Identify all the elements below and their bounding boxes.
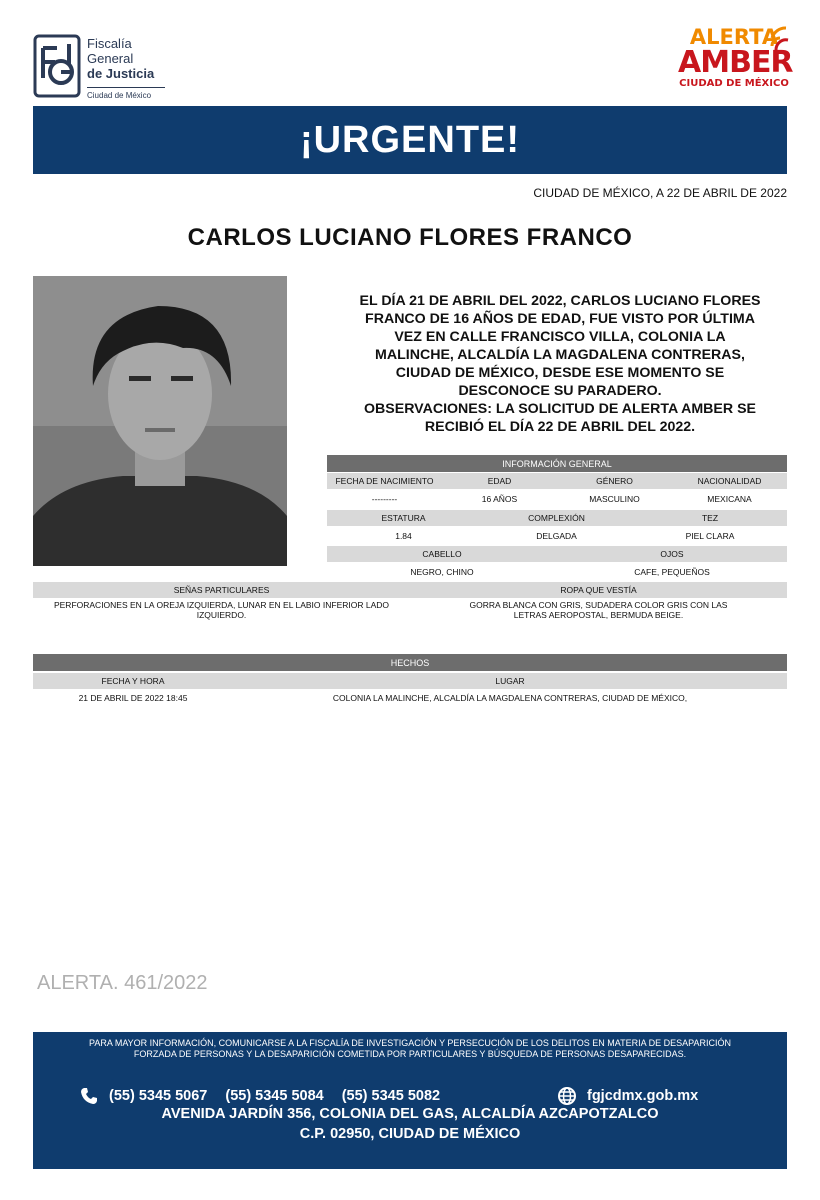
amber-logo-line-3: CIUDAD DE MÉXICO <box>679 78 789 89</box>
missing-person-name: CARLOS LUCIANO FLORES FRANCO <box>187 224 633 251</box>
label-date-time: FECHA Y HORA <box>101 676 165 686</box>
features-values-row <box>33 600 787 622</box>
fgj-name <box>87 36 165 101</box>
phone-icon <box>79 1086 99 1106</box>
description-line: OBSERVACIONES: LA SOLICITUD DE ALERTA AMBER SE <box>363 401 756 417</box>
label-place: LUGAR <box>495 676 525 686</box>
case-description <box>330 292 790 436</box>
urgent-banner: ¡URGENTE! <box>33 106 787 174</box>
label-age: EDAD <box>487 476 512 486</box>
address-line-1: AVENIDA JARDÍN 356, COLONIA DEL GAS, ALCALDÍA AZCAPOTZALCO <box>161 1106 659 1122</box>
value-age: 16 AÑOS <box>481 494 518 504</box>
signal-waves-icon <box>768 26 790 52</box>
alert-number: ALERTA. 461/2022 <box>37 972 208 994</box>
fgj-line-2: General <box>87 51 134 66</box>
value-eyes: CAFE, PEQUEÑOS <box>634 567 710 577</box>
amber-logo-line-1: ALERTA <box>689 25 779 49</box>
general-info-values-row-2 <box>327 528 787 544</box>
description-line: MALINCHE, ALCALDÍA LA MAGDALENA CONTRERAS, <box>375 347 745 363</box>
general-info-values-row-1 <box>327 491 787 507</box>
value-clothing: GORRA BLANCA CON GRIS, SUDADERA COLOR GRIS CON LAS LETRAS AEROPOSTAL, BERMUDA BEIGE. <box>469 600 728 620</box>
value-build: DELGADA <box>536 531 577 541</box>
contact-footer <box>33 1032 787 1169</box>
facts-header <box>33 654 787 671</box>
fgj-line-1: Fiscalía <box>87 36 132 51</box>
phone-number[interactable]: (55) 5345 5067 <box>109 1088 208 1104</box>
facts-values-row <box>33 691 787 705</box>
label-nationality: NACIONALIDAD <box>697 476 762 486</box>
footer-info <box>53 1038 767 1060</box>
value-birthdate: --------- <box>371 494 398 504</box>
value-place: COLONIA LA MALINCHE, ALCALDÍA LA MAGDALENA CONTRERAS, CIUDAD DE MÉXICO, <box>332 693 688 703</box>
phone-numbers <box>79 1086 458 1106</box>
website-link[interactable]: fgjcdmx.gob.mx <box>587 1088 699 1104</box>
general-info-header <box>327 455 787 472</box>
description-line: EL DÍA 21 DE ABRIL DEL 2022, CARLOS LUCIANO FLORES <box>359 293 761 309</box>
fgj-line-3: de Justicia <box>87 66 155 81</box>
fgj-emblem-icon <box>33 34 81 98</box>
facts-labels-row <box>33 673 787 689</box>
phone-number[interactable]: (55) 5345 5082 <box>341 1088 441 1104</box>
label-gender: GÉNERO <box>596 476 633 486</box>
issue-date: CIUDAD DE MÉXICO, A 22 DE ABRIL DE 2022 <box>533 186 787 200</box>
description-line: RECIBIÓ EL DÍA 22 DE ABRIL DEL 2022. <box>424 419 696 435</box>
label-birthdate: FECHA DE NACIMIENTO <box>335 476 434 486</box>
general-info-values-row-3 <box>327 564 787 580</box>
facts-title: HECHOS <box>390 657 430 668</box>
value-height: 1.84 <box>395 531 412 541</box>
fgj-line-4: Ciudad de México <box>87 87 165 101</box>
general-info-labels-row-1 <box>327 473 787 489</box>
person-silhouette-icon <box>33 276 287 566</box>
label-clothing: ROPA QUE VESTÍA <box>560 585 637 595</box>
description-line: FRANCO DE 16 AÑOS DE EDAD, FUE VISTO POR ÚLTIMA <box>365 311 755 327</box>
general-info-labels-row-3 <box>327 546 787 562</box>
general-info-title: INFORMACIÓN GENERAL <box>502 458 612 469</box>
amber-logo-line-2: AMBER <box>678 45 793 80</box>
value-gender: MASCULINO <box>589 494 640 504</box>
globe-icon <box>557 1086 577 1106</box>
footer-info-line-2: FORZADA DE PERSONAS Y LA DESAPARICIÓN COMETIDA POR PARTICULARES Y BÚSQUEDA DE PERSONAS DESAPARECIDAS. <box>133 1049 687 1059</box>
features-labels-row <box>33 582 787 598</box>
website <box>557 1086 698 1106</box>
person-photo <box>33 276 287 566</box>
value-distinguishing-marks: PERFORACIONES EN LA OREJA IZQUIERDA, LUNAR EN EL LABIO INFERIOR LADO IZQUIERDO. <box>53 600 390 620</box>
description-line: CIUDAD DE MÉXICO, DESDE ESE MOMENTO SE <box>395 365 725 381</box>
footer-info-line-1: PARA MAYOR INFORMACIÓN, COMUNICARSE A LA FISCALÍA DE INVESTIGACIÓN Y PERSECUCIÓN DE LOS DELITOS EN MATERIA DE DESAPARICIÓN <box>89 1038 731 1048</box>
general-info-labels-row-2 <box>327 510 787 526</box>
label-eyes: OJOS <box>660 549 684 559</box>
value-complexion: PIEL CLARA <box>685 531 735 541</box>
label-complexion: TEZ <box>701 513 719 523</box>
label-height: ESTATURA <box>381 513 426 523</box>
fgj-logo <box>33 34 168 100</box>
address-line-2: C.P. 02950, CIUDAD DE MÉXICO <box>299 1126 521 1142</box>
value-hair: NEGRO, CHINO <box>410 567 474 577</box>
label-hair: CABELLO <box>422 549 462 559</box>
value-nationality: MEXICANA <box>707 494 752 504</box>
alerta-amber-logo <box>678 25 793 102</box>
description-line: DESCONOCE SU PARADERO. <box>458 383 662 399</box>
phone-number[interactable]: (55) 5345 5084 <box>225 1088 324 1104</box>
label-distinguishing-marks: SEÑAS PARTICULARES <box>173 585 270 595</box>
description-line: VEZ EN CALLE FRANCISCO VILLA, COLONIA LA <box>394 329 726 345</box>
label-build: COMPLEXIÓN <box>528 513 585 523</box>
value-date-time: 21 DE ABRIL DE 2022 18:45 <box>78 693 188 703</box>
